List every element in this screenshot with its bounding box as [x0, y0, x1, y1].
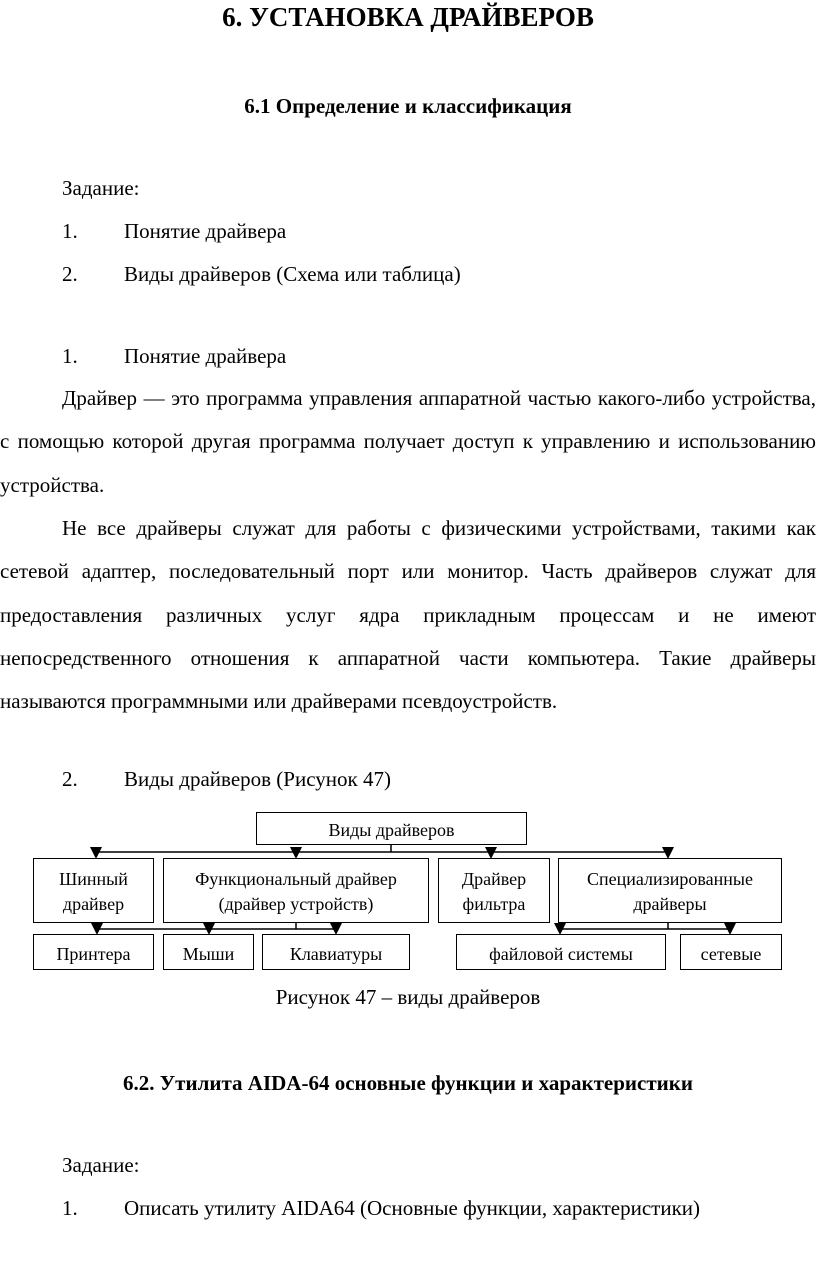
subheading-number: 1. — [62, 344, 78, 368]
node-line: фильтра — [462, 894, 526, 914]
figure-caption: Рисунок 47 – виды драйверов — [275, 985, 541, 1009]
task-item-number: 2. — [62, 262, 78, 286]
subheading-text: Понятие драйвера — [124, 344, 287, 368]
diagram-node-network: сетевые — [680, 934, 782, 970]
subheading-number: 2. — [62, 767, 78, 791]
diagram-node-bus-driver — [33, 858, 154, 923]
task-item-text: Виды драйверов (Схема или таблица) — [124, 262, 461, 286]
task-item-number: 1. — [62, 1196, 78, 1220]
node-line: драйверы — [633, 894, 707, 914]
task-item-text: Описать утилиту AIDA64 (Основные функции, характеристики) — [124, 1196, 701, 1220]
task-item-text: Понятие драйвера — [124, 219, 287, 243]
node-line: (драйвер устройств) — [218, 894, 374, 914]
diagram-node-mouse: Мыши — [163, 934, 254, 970]
page-title: 6. УСТАНОВКА ДРАЙВЕРОВ — [222, 2, 594, 32]
task-label: Задание: — [62, 176, 140, 200]
node-line: Функциональный драйвер — [195, 869, 397, 889]
node-line: Специализированные — [587, 869, 753, 889]
diagram-node-filter-driver — [438, 858, 550, 923]
diagram-node-printer: Принтера — [33, 934, 154, 970]
task-item-number: 1. — [62, 219, 78, 243]
section-heading-6-2: 6.2. Утилита AIDA-64 основные функции и характеристики — [123, 1071, 693, 1095]
node-line: Шинный — [59, 869, 128, 889]
node-line: Драйвер — [461, 869, 527, 889]
paragraph-text: Драйвер — это программа управления аппаратной частью какого-либо устройства, с помощью которой другая программа получает доступ к управлению и использованию устройства. — [0, 386, 816, 497]
section-heading-6-1: 6.1 Определение и классификация — [244, 94, 572, 118]
diagram-node-keyboard: Клавиатуры — [262, 934, 410, 970]
diagram-root-node: Виды драйверов — [256, 812, 527, 845]
task-label: Задание: — [62, 1153, 140, 1177]
diagram-node-specialized-drivers — [558, 858, 782, 923]
paragraph-text: Не все драйверы служат для работы с физическими устройствами, такими как сетевой адаптер, последовательный порт или монитор. Часть драйверов служат для предоставления различных услуг ядра прикладным процессам и не имеют непосредственного отношения к аппаратной части компьютера. Такие драйверы называются программными или драйверами псевдоустройств. — [0, 516, 816, 714]
subheading-text: Виды драйверов (Рисунок 47) — [124, 767, 391, 791]
diagram-node-functional-driver — [163, 858, 429, 923]
node-line: драйвер — [62, 894, 125, 914]
diagram-node-file-system: файловой системы — [456, 934, 666, 970]
